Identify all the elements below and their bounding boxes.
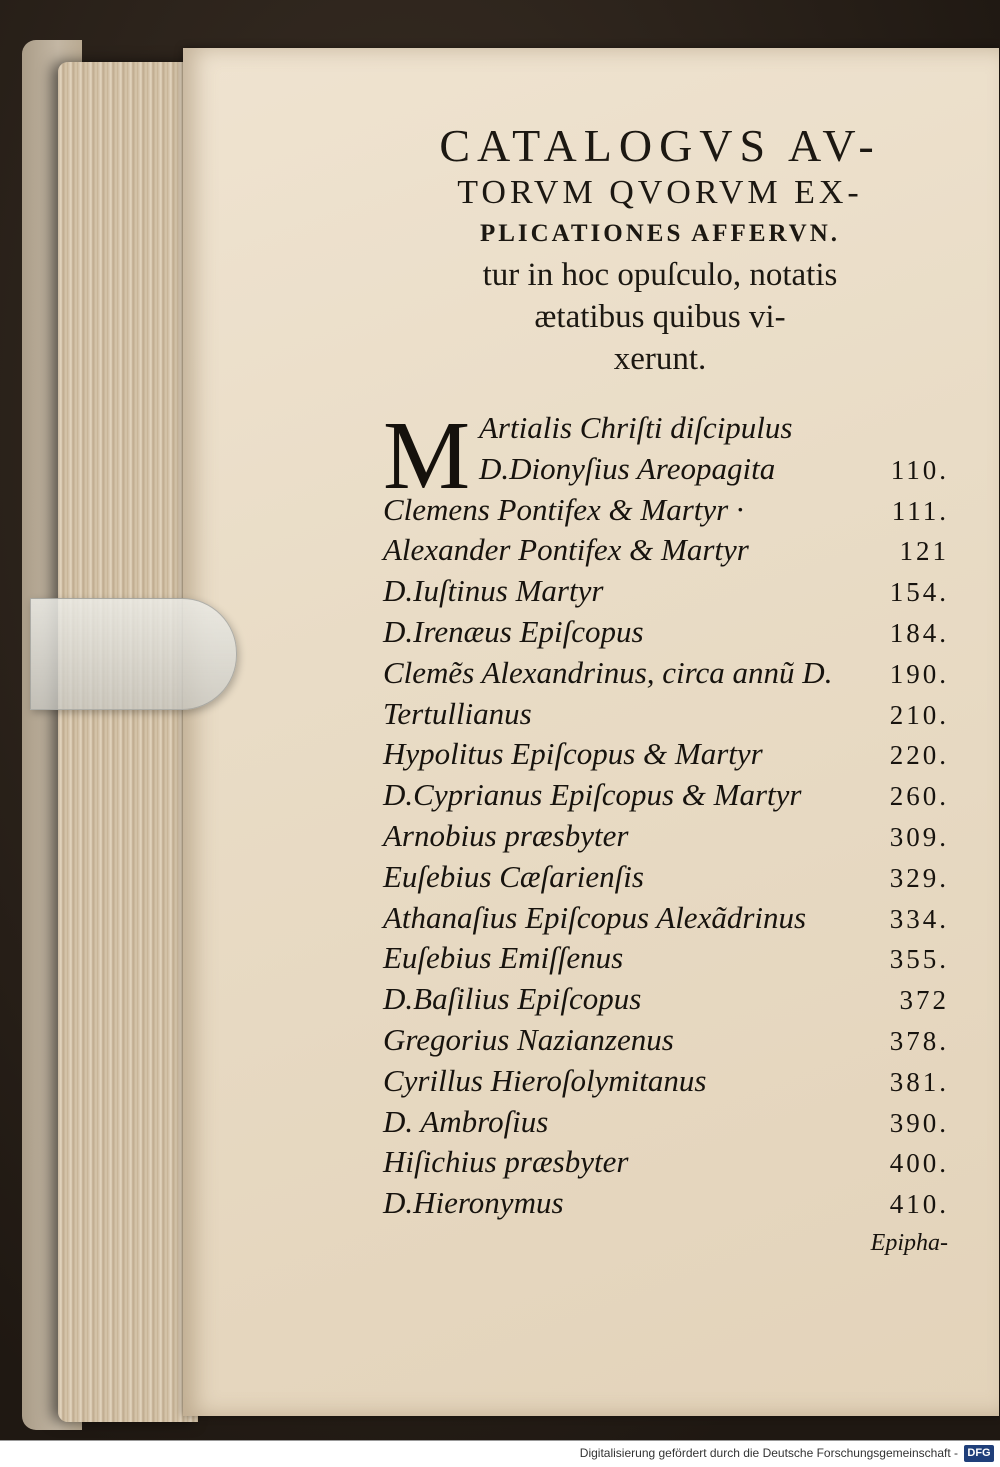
author-name: D.Baſilius Epiſcopus <box>383 981 642 1017</box>
catalog-entry <box>383 696 953 737</box>
catalog-entry <box>383 1063 953 1104</box>
heading-line-6: xerunt. <box>613 341 707 377</box>
heading-line-4: tur in hoc opuſculo, notatis <box>482 257 838 293</box>
catalog-entry <box>383 940 953 981</box>
heading-line-5: ætatibus quibus vi- <box>534 299 786 335</box>
author-name: Gregorius Nazianzenus <box>383 1021 674 1057</box>
author-name: Tertullianus <box>383 695 532 731</box>
heading-line-2: TORVM QVORVM EX- <box>457 174 863 211</box>
author-year: 329. <box>889 862 949 893</box>
catalog-list <box>383 402 953 1226</box>
author-name: D.Cyprianus Epiſcopus & Martyr <box>383 777 802 813</box>
footer-bar <box>0 1440 1000 1467</box>
author-year: 111. <box>891 495 949 526</box>
author-name: Euſebius Cæſarienſis <box>383 858 644 894</box>
author-name: Cyrillus Hieroſolymitanus <box>383 1062 707 1098</box>
catalog-entry <box>383 859 953 900</box>
author-name: D.Irenæus Epiſcopus <box>383 613 644 649</box>
author-year: 260. <box>889 781 949 812</box>
author-year: 355. <box>889 944 949 975</box>
catalog-entry <box>383 1144 953 1185</box>
author-year: 154. <box>889 577 949 608</box>
author-year: 390. <box>889 1107 949 1138</box>
author-year: 410. <box>889 1189 949 1220</box>
catalog-entry <box>383 1185 953 1226</box>
author-year: 190. <box>889 658 949 689</box>
author-year: 400. <box>889 1148 949 1179</box>
author-name: Athanaſius Epiſcopus Alexãdrinus <box>383 899 807 935</box>
author-year: 184. <box>889 617 949 648</box>
catalog-entry <box>383 1104 953 1145</box>
catchword: Epipha- <box>870 1230 948 1256</box>
page-holder-clip <box>30 598 237 710</box>
author-year: 121 <box>899 536 949 567</box>
author-name: Hiſichius præsbyter <box>383 1144 629 1180</box>
author-year: 372 <box>899 985 949 1016</box>
catalog-entry <box>383 900 953 941</box>
author-year: 110. <box>890 454 949 485</box>
catalog-entry <box>383 655 953 696</box>
author-name: D.Iuſtinus Martyr <box>383 573 604 609</box>
heading-line-1: CATALOGVS AV- <box>439 120 881 171</box>
page-edges <box>58 62 198 1422</box>
catalog-entry <box>383 777 953 818</box>
catalog-entry <box>383 736 953 777</box>
author-name: D. Ambroſius <box>383 1103 549 1139</box>
heading-line-3: PLICATIONES AFFERVN. <box>479 220 841 247</box>
dfg-logo[interactable]: DFG <box>964 1445 994 1462</box>
author-name: D.Dionyſius Areopagita <box>479 450 776 486</box>
author-year: 309. <box>889 821 949 852</box>
author-year: 381. <box>889 1066 949 1097</box>
author-name: Clemẽs Alexandrinus, circa annũ D. <box>383 654 833 690</box>
author-year: 220. <box>889 740 949 771</box>
footer-credit: Digitalisierung gefördert durch die Deutsche Forschungsgemeinschaft - <box>579 1446 958 1460</box>
author-year: 378. <box>889 1025 949 1056</box>
catalog-heading <box>360 120 960 380</box>
catalog-entry <box>383 981 953 1022</box>
author-name: Arnobius præsbyter <box>383 817 629 853</box>
catalog-entry <box>383 818 953 859</box>
catalog-entry <box>383 573 953 614</box>
author-name: Hypolitus Epiſcopus & Martyr <box>383 736 763 772</box>
author-name: Euſebius Emiſſenus <box>383 940 624 976</box>
author-name: D.Hieronymus <box>383 1185 564 1221</box>
author-name: Artialis Chriſti diſcipulus <box>479 410 793 445</box>
catalog-entry <box>383 614 953 655</box>
author-name: Clemens Pontifex & Martyr · <box>383 491 744 527</box>
author-name: Alexander Pontifex & Martyr <box>383 532 749 568</box>
author-year: 210. <box>889 699 949 730</box>
catalog-entry <box>383 532 953 573</box>
author-year: 334. <box>889 903 949 934</box>
drop-cap: M <box>383 402 471 510</box>
catalog-entry <box>383 1022 953 1063</box>
